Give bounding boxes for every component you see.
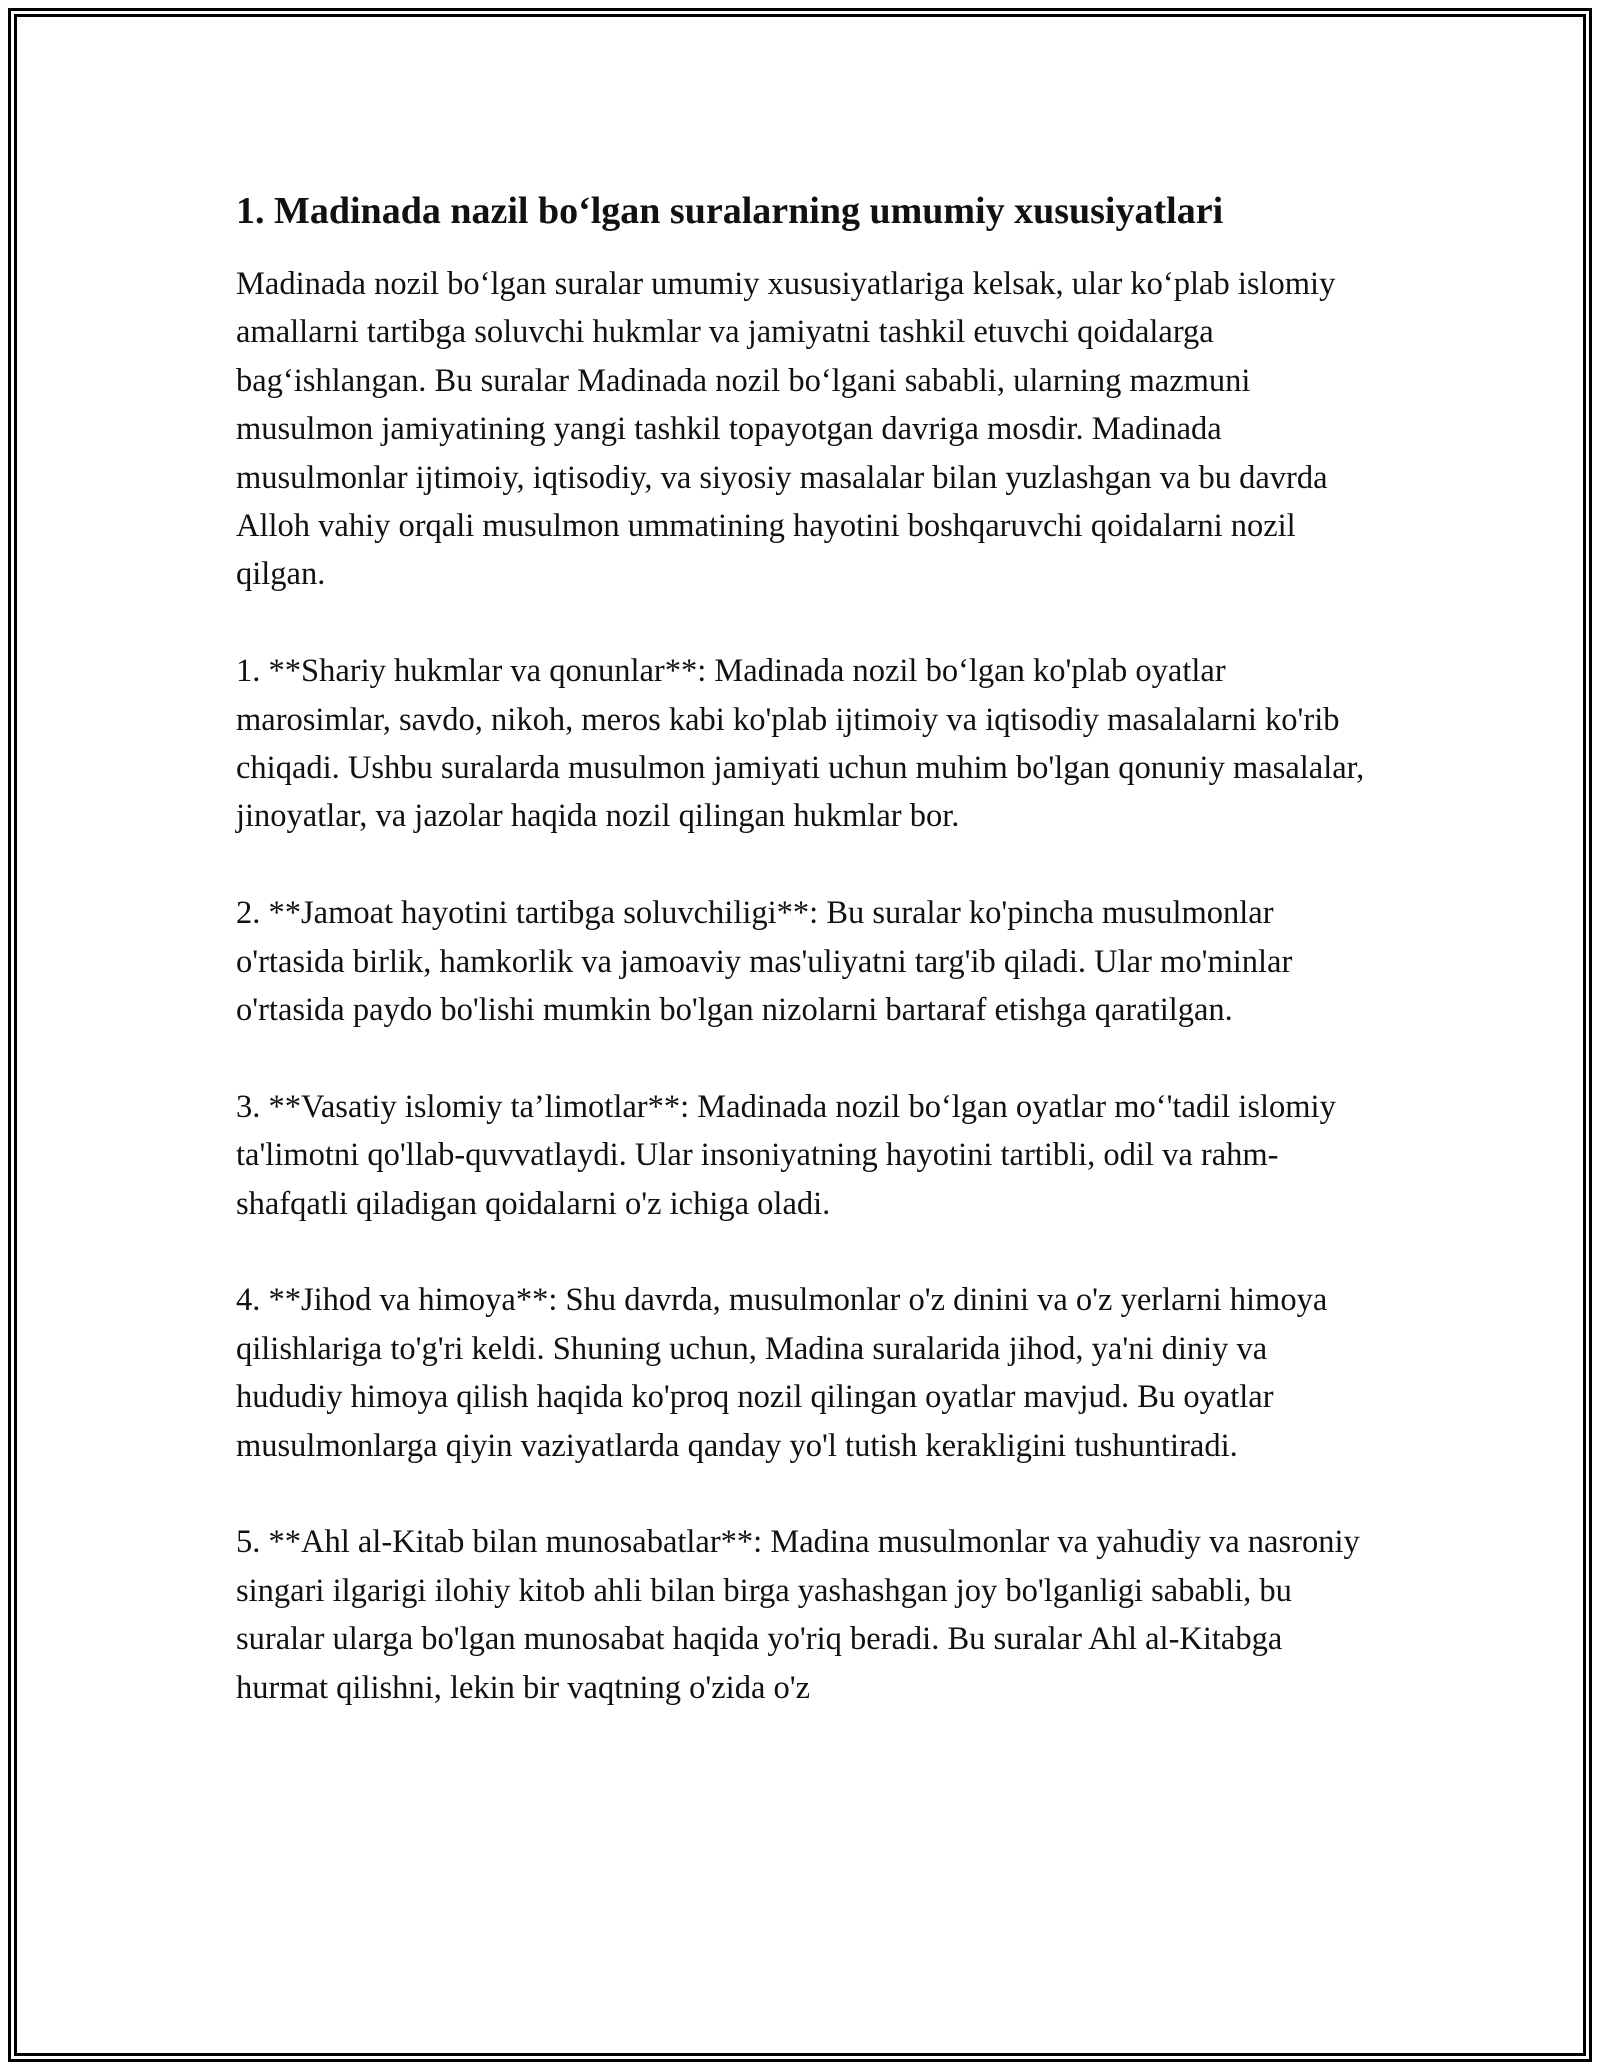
list-item-vasatiy-talimotlar: 3. **Vasatiy islomiy ta’limotlar**: Madinada nozil bo‘lgan oyatlar mo‘'tadil islomiy ta'limotni qo'llab-quvvatlaydi. Ular insoniyatning hayotini tartibli, odil va rahm-shafqatli qiladigan qoidalarni o'z ichiga oladi. — [236, 1088, 1336, 1222]
document-body — [236, 186, 1376, 1761]
section-heading: 1. Madinada nazil bo‘lgan suralarning umumiy xususiyatlari — [236, 190, 1224, 232]
intro-paragraph: Madinada nozil bo‘lgan suralar umumiy xususiyatlariga kelsak, ular ko‘plab islomiy amallarni tartibga soluvchi hukmlar va jamiyatni tashkil etuvchi qoidalarga bag‘ishlangan. Bu suralar Madinada nozil bo‘lgani sababli, ularning mazmuni musulmon jamiyatining yangi tashkil topayotgan davriga mosdir. Madinada musulmonlar ijtimoiy, iqtisodiy, va siyosiy masalalar bilan yuzlashgan va bu davrda Alloh vahiy orqali musulmon ummatining hayotini boshqaruvchi qoidalarni nozil qilgan. — [236, 266, 1336, 593]
list-item-jihod-va-himoya: 4. **Jihod va himoya**: Shu davrda, musulmonlar o'z dinini va o'z yerlarni himoya qilishlariga to'g'ri keldi. Shuning uchun, Madina suralarida jihod, ya'ni diniy va hududiy himoya qilish haqida ko'proq nozil qilingan oyatlar mavjud. Bu oyatlar musulmonlarga qiyin vaziyatlarda qanday yo'l tutish kerakligini tushuntiradi. — [236, 1282, 1328, 1464]
list-item-jamoat-hayoti: 2. **Jamoat hayotini tartibga soluvchiligi**: Bu suralar ko'pincha musulmonlar o'rtasida birlik, hamkorlik va jamoaviy mas'uliyatni targ'ib qiladi. Ular mo'minlar o'rtasida paydo bo'lishi mumkin bo'lgan nizolarni bartaraf etishga qaratilgan. — [236, 895, 1293, 1029]
list-item-shariy-hukmlar: 1. **Shariy hukmlar va qonunlar**: Madinada nozil bo‘lgan ko'plab oyatlar marosimlar, savdo, nikoh, meros kabi ko'plab ijtimoiy va iqtisodiy masalalarni ko'rib chiqadi. Ushbu suralarda musulmon jamiyati uchun muhim bo'lgan qonuniy masalalar, jinoyatlar, va jazolar haqida nozil qilingan hukmlar bor. — [236, 653, 1365, 835]
list-item-ahl-al-kitab: 5. **Ahl al-Kitab bilan munosabatlar**: Madina musulmonlar va yahudiy va nasroniy singari ilgarigi ilohiy kitob ahli bilan birga yashashgan joy bo'lganligi sababli, bu suralar ularga bo'lgan munosabat haqida yo'riq beradi. Bu suralar Ahl al-Kitabga hurmat qilishni, lekin bir vaqtning o'zida o'z — [236, 1524, 1360, 1706]
